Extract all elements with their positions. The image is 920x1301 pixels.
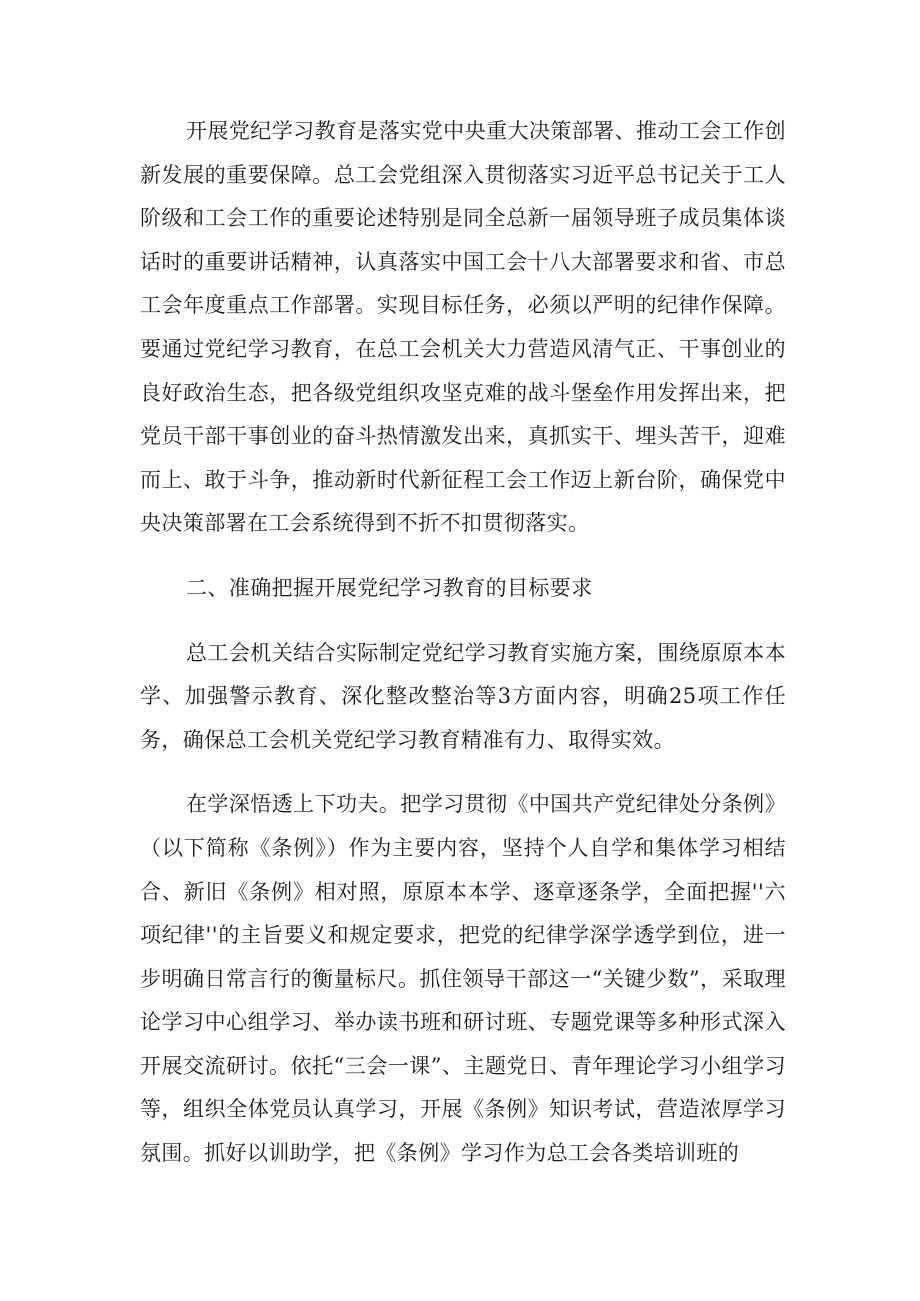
- section-heading-2: 二、准确把握开展党纪学习教育的目标要求: [186, 575, 593, 600]
- paragraph-study: 在学深悟透上下功夫。把学习贯彻《中国共产党纪律处分条例》（以下简称《条例》）作为主要内容，坚持个人自学和集体学习相结合、新旧《条例》相对照，原原本本学、逐章逐条学，全面把握''六项纪律''的主旨要义和规定要求，把党的纪律学深学透学到位，进一步明确日常言行的衡量标尺。抓住领导干部这一“关键少数”，采取理论学习中心组学习、举办读书班和研讨班、专题党课等多种形式深入开展交流研讨。依托“三会一课”、主题党日、青年理论学习小组学习等，组织全体党员认真学习，开展《条例》知识考试，营造浓厚学习氛围。抓好以训助学，把《条例》学习作为总工会各类培训班的: [140, 792, 786, 1166]
- paragraph-intro: 开展党纪学习教育是落实党中央重大决策部署、推动工会工作创新发展的重要保障。总工会党组深入贯彻落实习近平总书记关于工人阶级和工会工作的重要论述特别是同全总新一届领导班子成员集体谈话时的重要讲话精神，认真落实中国工会十八大部署要求和省、市总工会年度重点工作部署。实现目标任务，必须以严明的纪律作保障。要通过党纪学习教育，在总工会机关大力营造风清气正、干事创业的良好政治生态，把各级党组织攻坚克难的战斗堡垒作用发挥出来，把党员干部干事创业的奋斗热情激发出来，真抓实干、埋头苦干，迎难而上、敢于斗争，推动新时代新征程工会工作迈上新台阶，确保党中央决策部署在工会系统得到不折不扣贯彻落实。: [140, 119, 786, 536]
- paragraph-goals: 总工会机关结合实际制定党纪学习教育实施方案，围绕原原本本学、加强警示教育、深化整改整治等3方面内容，明确25项工作任务，确保总工会机关党纪学习教育精准有力、取得实效。: [140, 640, 786, 752]
- document-body: [140, 110, 786, 1197]
